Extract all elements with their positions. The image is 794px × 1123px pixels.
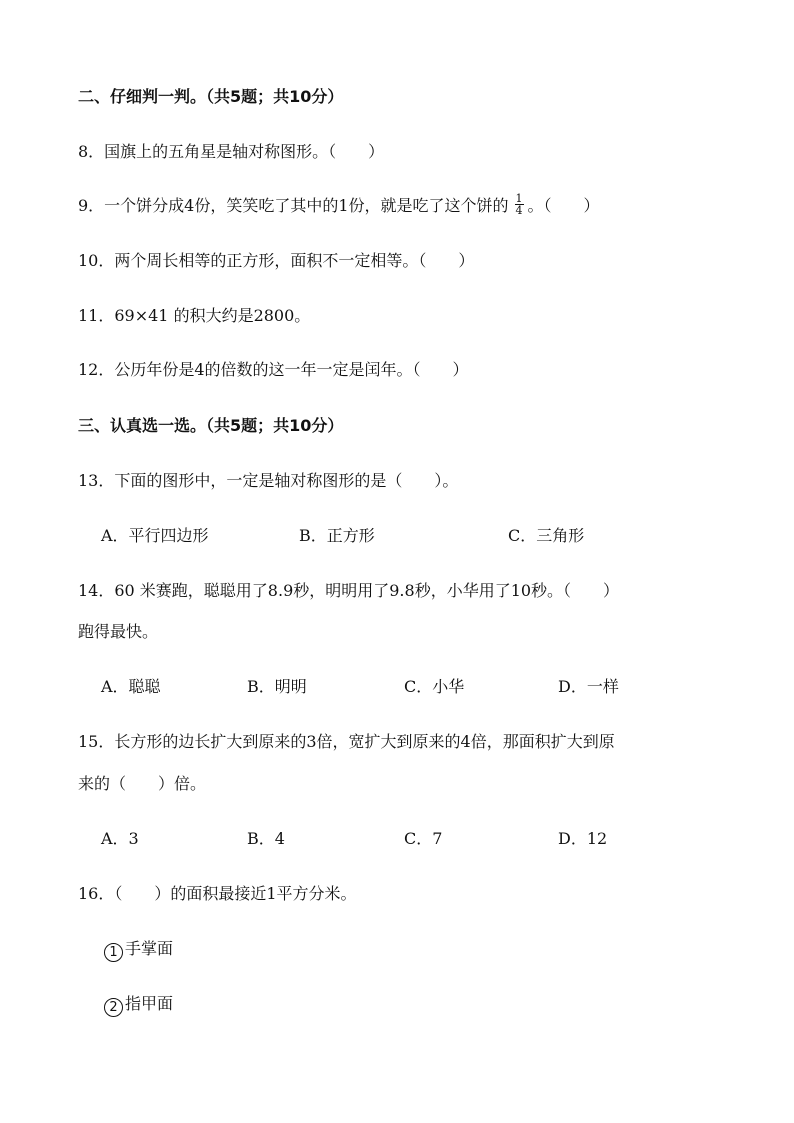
q14-option-c: C．小华 [404, 677, 465, 696]
q16-item-1 [104, 938, 173, 962]
fraction [515, 193, 524, 216]
section-3-heading: 三、认真选一选。（共5题；共10分） [78, 416, 344, 435]
q15-option-c: C．7 [404, 829, 443, 848]
fraction-denominator: 4 [515, 204, 523, 217]
q13-option-c: C．三角形 [508, 526, 585, 545]
section-2-heading: 二、仔细判一判。（共5题；共10分） [78, 87, 344, 106]
q16-item-2 [104, 993, 173, 1017]
q15-option-b: B．4 [247, 829, 285, 848]
question-10: 10．两个周长相等的正方形，面积不一定相等。（ ） [78, 251, 475, 270]
question-16: 16．（ ）的面积最接近1平方分米。 [78, 884, 357, 903]
question-9-text: 9．一个饼分成4份，笑笑吃了其中的1份，就是吃了这个饼的 [78, 196, 509, 215]
circled-number-2: 2 [104, 998, 123, 1017]
question-9-tail: 。（ ） [527, 196, 600, 215]
q15-option-a: A．3 [101, 829, 139, 848]
question-9 [78, 192, 600, 218]
q15-option-d: D．12 [558, 829, 608, 848]
q16-item-1-label: 手掌面 [125, 939, 174, 958]
question-15-line-2: 来的（ ）倍。 [78, 774, 207, 793]
question-14-line-1: 14．60 米赛跑，聪聪用了8.9秒，明明用了9.8秒，小华用了10秒。（ ） [78, 581, 620, 600]
q13-option-a: A．平行四边形 [101, 526, 209, 545]
circled-number-1: 1 [104, 943, 123, 962]
q14-option-d: D．一样 [558, 677, 619, 696]
question-14-line-2: 跑得最快。 [78, 622, 159, 641]
q13-option-b: B．正方形 [299, 526, 375, 545]
q16-item-2-label: 指甲面 [125, 994, 174, 1013]
question-15-line-1: 15．长方形的边长扩大到原来的3倍，宽扩大到原来的4倍，那面积扩大到原 [78, 732, 615, 751]
q14-option-b: B．明明 [247, 677, 307, 696]
question-13: 13．下面的图形中，一定是轴对称图形的是（ ）。 [78, 471, 459, 490]
question-8: 8．国旗上的五角星是轴对称图形。（ ） [78, 142, 385, 161]
q14-option-a: A．聪聪 [101, 677, 161, 696]
question-12: 12．公历年份是4的倍数的这一年一定是闰年。（ ） [78, 360, 469, 379]
question-11: 11．69×41 的积大约是2800。 [78, 306, 311, 325]
fraction-numerator: 1 [515, 192, 523, 205]
